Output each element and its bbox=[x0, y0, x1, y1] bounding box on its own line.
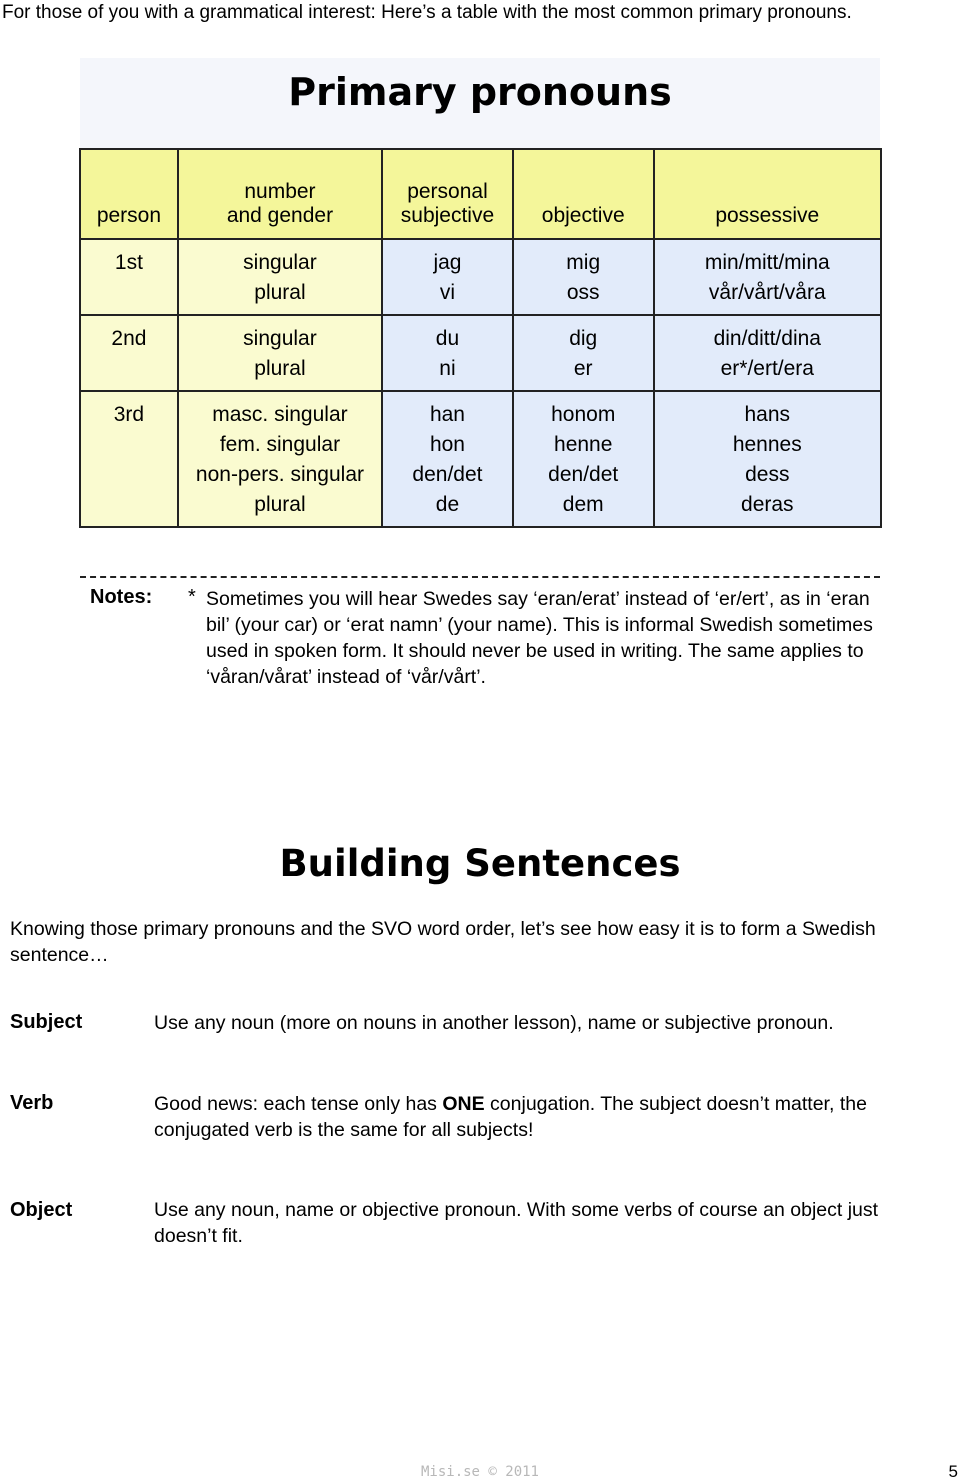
table-title-band bbox=[80, 58, 880, 148]
notes-label: Notes: bbox=[90, 586, 153, 608]
number-cell: singular plural bbox=[178, 239, 382, 315]
verb-definition-part: conjugation. The subject doesn’t matter, the conjugated verb is the same for all subjects! bbox=[154, 1093, 867, 1141]
table-title: Primary pronouns bbox=[288, 70, 672, 114]
verb-definition bbox=[154, 1091, 934, 1143]
intro-text: For those of you with a grammatical interest: Here’s a table with the most common primary pronouns. bbox=[2, 2, 852, 23]
person-cell: 1st bbox=[80, 239, 178, 315]
table-row bbox=[80, 315, 881, 391]
header-possessive: possessive bbox=[654, 149, 881, 239]
section-title: Building Sentences bbox=[279, 842, 681, 885]
person-cell: 2nd bbox=[80, 315, 178, 391]
table-row bbox=[80, 391, 881, 527]
verb-definition-emphasis: ONE bbox=[442, 1093, 485, 1115]
object-definition: Use any noun, name or objective pronoun. With some verbs of course an object just doesn’t fit. bbox=[154, 1199, 879, 1247]
subject-definition: Use any noun (more on nouns in another lesson), name or subjective pronoun. bbox=[154, 1012, 834, 1034]
number-cell: masc. singular fem. singular non-pers. singular plural bbox=[178, 391, 382, 527]
footer-copyright: Misi.se © 2011 bbox=[420, 1464, 539, 1480]
header-number-gender: number and gender bbox=[178, 149, 382, 239]
number-cell: singular plural bbox=[178, 315, 382, 391]
possessive-cell: din/ditt/dina er*/ert/era bbox=[654, 315, 881, 391]
subject-term: Subject bbox=[10, 1011, 83, 1033]
table-header-row bbox=[80, 149, 881, 239]
objective-cell: mig oss bbox=[513, 239, 654, 315]
notes-asterisk: * bbox=[188, 586, 196, 608]
objective-cell: honom henne den/det dem bbox=[513, 391, 654, 527]
subjective-cell: jag vi bbox=[382, 239, 513, 315]
subjective-cell: han hon den/det de bbox=[382, 391, 513, 527]
header-person: person bbox=[80, 149, 178, 239]
header-personal-subjective: personal subjective bbox=[382, 149, 513, 239]
verb-definition-part: Good news: each tense only has bbox=[154, 1093, 443, 1115]
possessive-cell: min/mitt/mina vår/vårt/våra bbox=[654, 239, 881, 315]
object-term: Object bbox=[10, 1199, 73, 1221]
pronoun-table bbox=[79, 148, 882, 528]
notes-text: Sometimes you will hear Swedes say ‘eran/erat’ instead of ‘er/ert’, as in ‘eran bil’ (your car) or ‘erat namn’ (your name). This is informal Swedish sometimes used in spoken form. It should never be used in writing. The same applies to ‘våran/vårat’ instead of ‘vår/vårt’. bbox=[206, 588, 873, 688]
header-objective: objective bbox=[513, 149, 654, 239]
verb-term: Verb bbox=[10, 1092, 54, 1114]
dashed-divider bbox=[80, 576, 880, 578]
objective-cell: dig er bbox=[513, 315, 654, 391]
person-cell: 3rd bbox=[80, 391, 178, 527]
section-intro: Knowing those primary pronouns and the SVO word order, let’s see how easy it is to form a Swedish sentence… bbox=[10, 918, 876, 966]
possessive-cell: hans hennes dess deras bbox=[654, 391, 881, 527]
page-number: 5 bbox=[948, 1462, 958, 1481]
subjective-cell: du ni bbox=[382, 315, 513, 391]
table-row bbox=[80, 239, 881, 315]
